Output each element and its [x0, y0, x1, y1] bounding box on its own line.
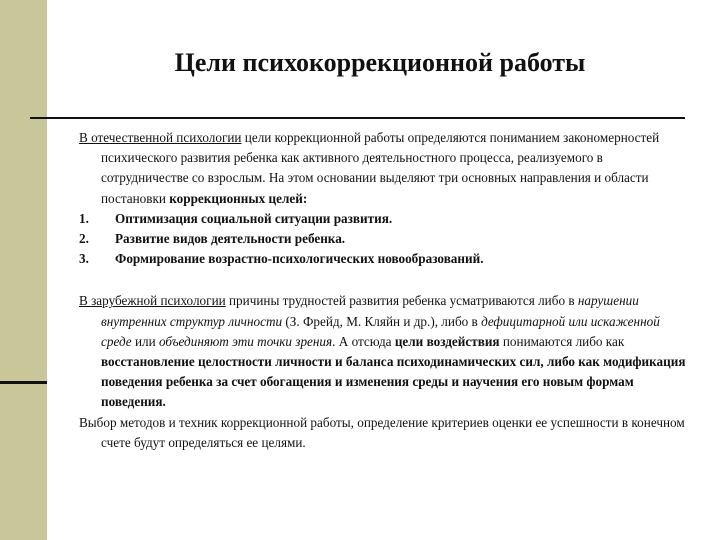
- domestic-psychology-term: В отечественной психологии: [79, 130, 242, 145]
- paragraph-foreign-text: . А отсюда: [332, 333, 395, 349]
- paragraph-foreign: [79, 291, 691, 412]
- foreign-psychology-term: В зарубежной психологии: [79, 293, 226, 309]
- slide-content: [79, 128, 691, 453]
- list-number: 3.: [79, 251, 89, 267]
- spacer: [79, 269, 691, 291]
- paragraph-foreign-text: (З. Фрейд, М. Кляйн и др.), либо в: [282, 313, 482, 329]
- list-text: Формирование возрастно-психологических новообразований.: [115, 251, 484, 267]
- paragraph-foreign-text: понимаются либо как: [499, 333, 625, 349]
- list-number: 2.: [79, 231, 89, 247]
- list-item: [79, 249, 691, 269]
- sidebar-band: [0, 0, 47, 540]
- list-text: Оптимизация социальной ситуации развития.: [115, 210, 393, 226]
- title-rule: [30, 117, 685, 119]
- list-item: [79, 209, 691, 229]
- intervention-goals-term: цели воздействия: [394, 333, 500, 349]
- restoration-modification-term: восстановление целостности личности и баланса психодинамических сил, либо как модификация поведения ребенка за счет обогащения и изменения среды и научения его новым формам поведения.: [101, 354, 686, 410]
- page-title: Цели психокоррекционной работы: [174, 48, 586, 77]
- paragraph-domestic: [79, 128, 691, 209]
- combined-view-term: объединяют эти точки зрения: [158, 333, 333, 349]
- directions-list: [79, 209, 691, 270]
- paragraph-foreign-text: причины трудностей развития ребенка усматриваются либо в: [225, 293, 578, 309]
- list-number: 1.: [79, 210, 89, 226]
- deficient-environment-term: дефицитарной или искаженной среде: [101, 313, 660, 349]
- paragraph-methods: Выбор методов и техник коррекционной работы, определение критериев оценки ее успешности в конечном счете будут определяться ее целями.: [79, 414, 685, 450]
- internal-structures-term: нарушении внутренних структур личности: [101, 293, 639, 329]
- list-text: Развитие видов деятельности ребенка.: [115, 231, 346, 247]
- list-item: [79, 229, 691, 249]
- correction-goals-term: коррекционных целей:: [169, 190, 308, 206]
- sidebar-divider: [0, 381, 47, 384]
- paragraph-foreign-text: или: [131, 333, 159, 349]
- paragraph-domestic-text: цели коррекционной работы определяются пониманием закономерностей психического развития ребенка как активного деятельностного процесса, реализуемого в сотрудничестве со взрослым. На этом основании выделяют три основных направления и области постановки: [101, 130, 660, 206]
